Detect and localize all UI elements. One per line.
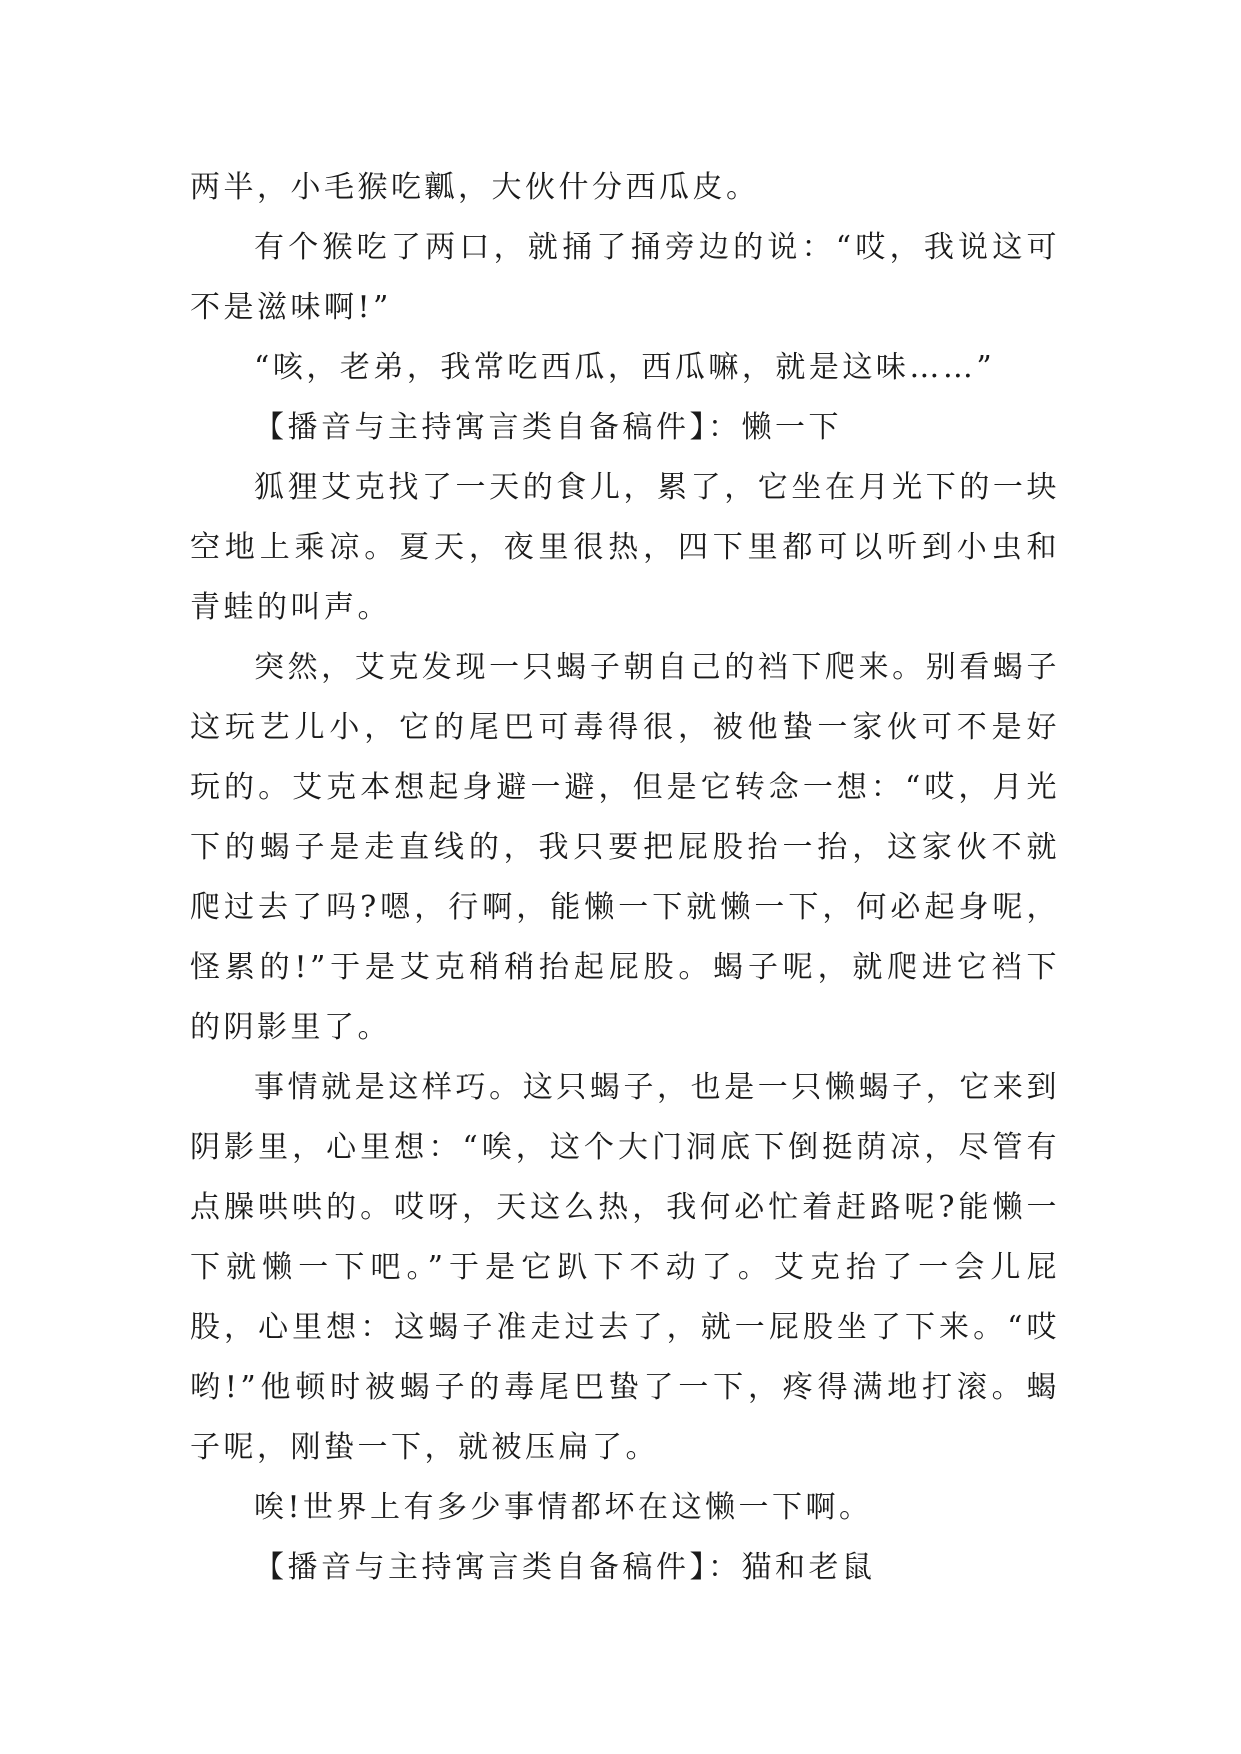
- paragraph-continuation: 两半，小毛猴吃瓤，大伙什分西瓜皮。: [190, 170, 760, 205]
- paragraph: 突然，艾克发现一只蝎子朝自己的裆下爬来。别看蝎子这玩艺儿小，它的尾巴可毒得很，被他蛰一家伙可不是好玩的。艾克本想起身避一避，但是它转念一想：“哎，月光下的蝎子是走直线的，我只要把屁股抬一抬，这家伙不就爬过去了吗?嗯，行啊，能懒一下就懒一下，何必起身呢，怪累的!”于是艾克稍稍抬起屁股。蝎子呢，就爬进它裆下的阴影里了。: [190, 650, 1060, 1045]
- document-body: [190, 158, 1060, 1598]
- paragraph-quote: “咳，老弟，我常吃西瓜，西瓜嘛，就是这味……”: [254, 350, 996, 385]
- paragraph: 事情就是这样巧。这只蝎子，也是一只懒蝎子，它来到阴影里，心里想：“唉，这个大门洞底下倒挺荫凉，尽管有点臊哄哄的。哎呀，天这么热，我何必忙着赶路呢?能懒一下就懒一下吧。”于是它趴下不动了。艾克抬了一会儿屁股，心里想：这蝎子准走过去了，就一屁股坐了下来。“哎哟!”他顿时被蝎子的毒尾巴蛰了一下，疼得满地打滚。蝎子呢，刚蛰一下，就被压扁了。: [190, 1070, 1060, 1465]
- section-heading: 【播音与主持寓言类自备稿件】：懒一下: [254, 410, 842, 445]
- paragraph: 狐狸艾克找了一天的食儿，累了，它坐在月光下的一块空地上乘凉。夏天，夜里很热，四下里都可以听到小虫和青蛙的叫声。: [190, 470, 1060, 625]
- section-heading: 【播音与主持寓言类自备稿件】：猫和老鼠: [254, 1550, 876, 1585]
- paragraph: 有个猴吃了两口，就捅了捅旁边的说：“哎，我说这可不是滋味啊!”: [190, 230, 1060, 325]
- paragraph: 唉!世界上有多少事情都坏在这懒一下啊。: [254, 1490, 873, 1525]
